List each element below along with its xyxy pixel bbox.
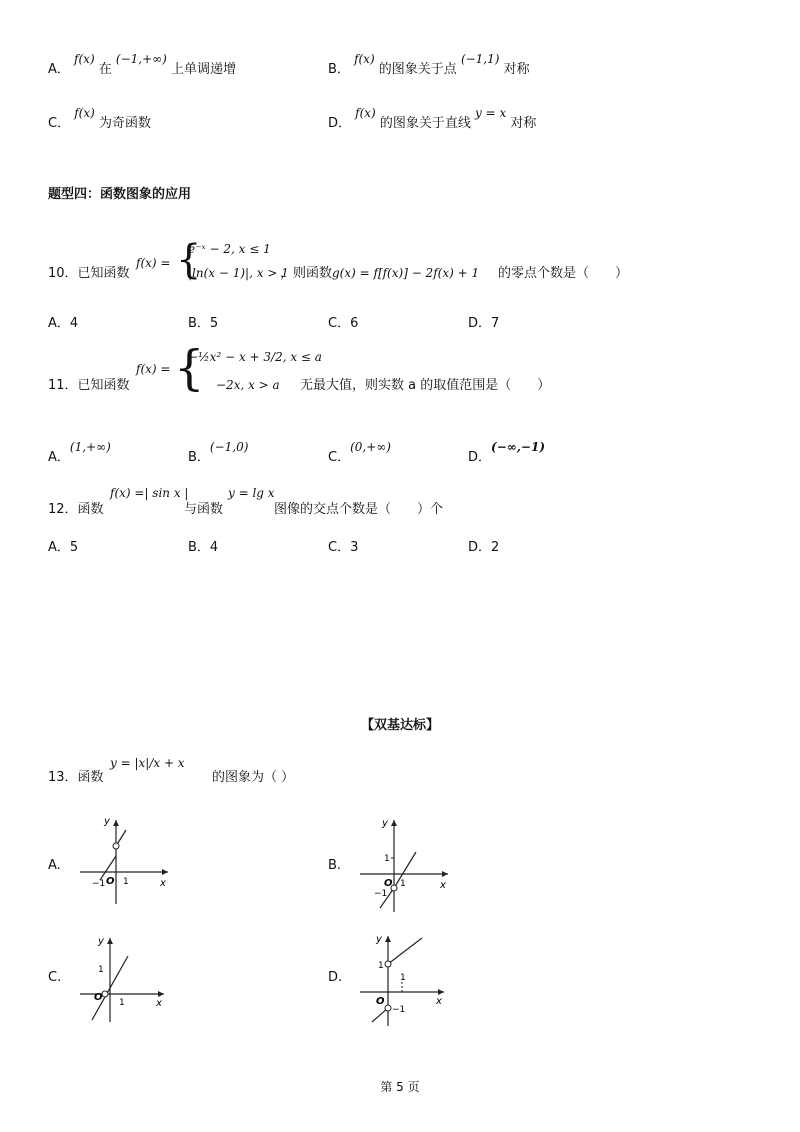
q9-option-a <box>48 52 236 77</box>
question-number: 12．函数 <box>48 502 104 517</box>
piecewise-brace: { <box>176 237 202 283</box>
q12-option-d: D．2 <box>468 540 500 555</box>
q13-option-c-label: C. <box>48 970 62 985</box>
question-text: 与函数 <box>184 502 224 517</box>
q9-option-c <box>48 106 151 131</box>
open-point <box>102 991 108 997</box>
graph-option-d <box>356 930 456 1030</box>
question-number: 10．已知函数 <box>48 266 130 281</box>
option-letter: B． <box>328 62 350 77</box>
question-number: 11．已知函数 <box>48 378 130 393</box>
open-point <box>385 961 391 967</box>
option-text: 在 <box>98 62 112 77</box>
option-expr: f(x) <box>74 52 95 66</box>
tick-label: 1 <box>400 879 406 889</box>
q9-option-b <box>328 52 530 77</box>
q10-option-b: B．5 <box>188 316 219 331</box>
piece-case-1: e⁻ˣ − 2, x ≤ 1 <box>188 242 271 256</box>
piece-case-1: −½x² − x + 3/2, x ≤ a <box>188 350 322 364</box>
y-label: y <box>382 818 388 829</box>
option-letter: A． <box>48 62 70 77</box>
option-value: (−1,0) <box>209 440 249 454</box>
open-point <box>113 843 119 849</box>
question-text: 图像的交点个数是（ ）个 <box>274 502 444 517</box>
piece-case-2: |ln(x − 1)|, x > 1 <box>188 266 289 280</box>
origin-label: O <box>384 878 393 889</box>
option-value: (−∞,−1) <box>491 440 546 454</box>
q12-option-a: A．5 <box>48 540 79 555</box>
x-axis-arrow <box>442 871 448 877</box>
option-value: (0,+∞) <box>350 440 391 454</box>
q11-option-b <box>188 436 249 465</box>
function-fx: f(x) =| sin x | <box>110 486 189 500</box>
q13-option-a-label: A. <box>48 858 61 873</box>
tick-label: −1 <box>92 879 106 889</box>
origin-label: O <box>94 992 103 1003</box>
function-gx: g(x) = f[f(x)] − 2f(x) + 1 <box>332 266 480 280</box>
option-letter: C． <box>328 450 351 465</box>
y-axis-arrow <box>107 938 113 944</box>
y-label: y <box>98 936 104 947</box>
open-point <box>385 1005 391 1011</box>
tick-label: 1 <box>400 973 406 983</box>
q13-option-b-label: B. <box>328 858 342 873</box>
q10-option-c: C．6 <box>328 316 359 331</box>
option-expr: f(x) <box>74 106 95 120</box>
y-label: y <box>376 934 382 945</box>
option-letter: B． <box>188 450 210 465</box>
section-title: 【双基达标】 <box>360 718 439 733</box>
tick-label: −1 <box>392 1005 406 1015</box>
x-axis-arrow <box>438 989 444 995</box>
option-line: y = x <box>475 106 507 120</box>
q11-option-c <box>328 436 391 465</box>
option-letter: A． <box>48 450 70 465</box>
question-text: 的图象为（ ） <box>212 770 295 785</box>
x-axis-arrow <box>158 991 164 997</box>
option-expr: f(x) <box>354 52 375 66</box>
option-letter: C． <box>48 116 71 131</box>
y-axis-arrow <box>391 820 397 826</box>
tick-label: 1 <box>98 965 104 975</box>
x-label: x <box>160 878 166 889</box>
x-axis-arrow <box>162 869 168 875</box>
origin-label: O <box>106 876 115 887</box>
option-letter: D． <box>328 116 352 131</box>
option-text: 对称 <box>503 62 530 77</box>
graph-option-c <box>76 932 176 1024</box>
q11-option-d <box>468 436 546 465</box>
option-text: 上单调递增 <box>170 62 236 77</box>
graph-option-a <box>76 814 176 906</box>
y-axis-arrow <box>385 936 391 942</box>
option-point: (−1,1) <box>460 52 500 66</box>
y-label: y <box>104 816 110 827</box>
section-title: 题型四：函数图象的应用 <box>48 187 192 202</box>
function-gx: y = lg x <box>228 486 275 500</box>
option-expr: f(x) <box>355 106 376 120</box>
q10-option-d: D．7 <box>468 316 500 331</box>
question-text: 无最大值，则实数 a 的取值范围是（ ） <box>300 378 551 393</box>
graph-line-right <box>388 938 422 964</box>
piece-case-2: −2x, x > a <box>216 378 280 392</box>
tick-label: 1 <box>119 998 125 1008</box>
q12-option-b: B．4 <box>188 540 219 555</box>
q12-option-c: C．3 <box>328 540 359 555</box>
tick-label: 1 <box>378 961 384 971</box>
function-expr: y = |x|/x + x <box>110 756 185 770</box>
option-text: 对称 <box>510 116 537 131</box>
question-number: 13．函数 <box>48 770 104 785</box>
piecewise-brace: { <box>174 340 205 396</box>
q10-option-a: A．4 <box>48 316 79 331</box>
q9-option-d <box>328 106 537 131</box>
option-text: 的图象关于点 <box>378 62 457 77</box>
tick-label: 1 <box>123 877 129 887</box>
function-fx: f(x) = <box>136 362 171 376</box>
origin-label: O <box>376 996 385 1007</box>
option-letter: D． <box>468 450 492 465</box>
x-label: x <box>156 998 162 1009</box>
tick-label: 1 <box>384 854 390 864</box>
option-text: 为奇函数 <box>98 116 151 131</box>
q11-option-a <box>48 436 111 465</box>
x-label: x <box>440 880 446 891</box>
question-text: ，则函数 <box>280 266 333 281</box>
question-text: 的零点个数是（ ） <box>498 266 629 281</box>
page-number: 第 5 页 <box>380 1080 420 1094</box>
tick-label: −1 <box>374 889 388 899</box>
function-fx: f(x) = <box>136 256 171 270</box>
y-axis-arrow <box>113 820 119 826</box>
x-label: x <box>436 996 442 1007</box>
option-interval: (−1,+∞) <box>115 52 167 66</box>
option-text: 的图象关于直线 <box>379 116 471 131</box>
q13-option-d-label: D. <box>328 970 343 985</box>
option-value: (1,+∞) <box>69 440 111 454</box>
graph-option-b <box>356 814 456 914</box>
